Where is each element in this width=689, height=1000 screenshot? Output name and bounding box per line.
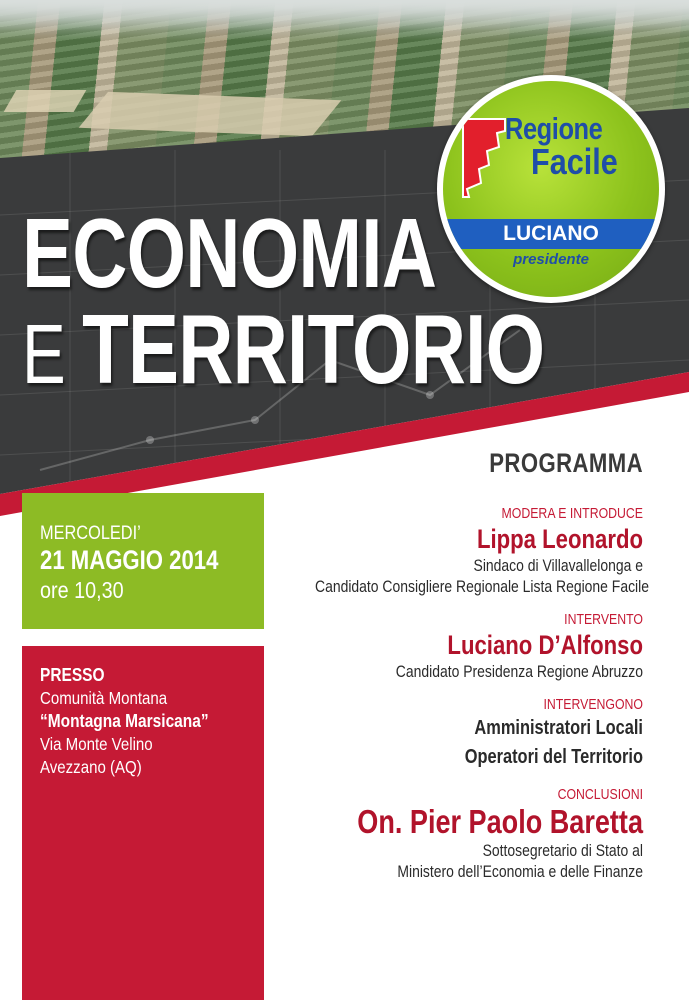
field-patch xyxy=(4,90,87,112)
date-time: ore 10,30 xyxy=(40,577,124,603)
date-weekday: MERCOLEDI’ xyxy=(40,523,141,544)
venue-line-4: Avezzano (AQ) xyxy=(40,757,142,777)
speaker-name: Lippa Leonardo xyxy=(476,524,643,554)
title-word-territorio: TERRITORIO xyxy=(82,294,545,404)
field-patch xyxy=(79,92,342,136)
logo-disc xyxy=(443,81,659,297)
logo-subtitle: presidente xyxy=(513,251,589,268)
logo-ribbon: LUCIANO xyxy=(443,219,659,249)
venue-box xyxy=(22,646,264,1000)
sky-haze xyxy=(0,0,689,40)
venue-label: PRESSO xyxy=(40,665,105,685)
speaker-detail: Sottosegretario di Stato al xyxy=(482,841,643,860)
participant-group: Operatori del Territorio xyxy=(464,746,643,768)
venue-text xyxy=(40,664,209,779)
program-role: MODERA E INTRODUCE xyxy=(501,505,643,522)
venue-line-1: Comunità Montana xyxy=(40,688,168,708)
speaker-detail: Candidato Presidenza Regione Abruzzo xyxy=(395,662,643,681)
program-role: INTERVENTO xyxy=(564,611,643,628)
abruzzo-map-icon xyxy=(459,117,509,199)
logo-text-regione: Regione xyxy=(505,111,603,146)
program-column xyxy=(243,448,649,882)
speaker-name: On. Pier Paolo Baretta xyxy=(357,803,643,840)
title-line-2 xyxy=(22,294,545,404)
venue-line-2: “Montagna Marsicana” xyxy=(40,711,209,731)
program-heading: PROGRAMMA xyxy=(489,448,643,478)
speaker-detail: Sindaco di Villavallelonga e xyxy=(473,556,643,575)
regione-facile-logo xyxy=(437,75,665,303)
venue-line-3: Via Monte Velino xyxy=(40,734,153,754)
logo-text-facile: Facile xyxy=(531,141,618,182)
speaker-detail: Ministero dell’Economia e delle Finanze xyxy=(397,862,643,881)
speaker-name: Luciano D’Alfonso xyxy=(447,630,643,660)
date-box xyxy=(22,493,264,629)
date-full: 21 MAGGIO 2014 xyxy=(40,545,219,575)
program-role: CONCLUSIONI xyxy=(557,786,643,803)
title-line-1: ECONOMIA xyxy=(22,198,437,308)
program-role: INTERVENGONO xyxy=(543,696,643,713)
participant-group: Amministratori Locali xyxy=(474,717,643,739)
speaker-detail: Candidato Consigliere Regionale Lista Regione Facile xyxy=(315,577,649,596)
title-conjunction: E xyxy=(22,307,65,401)
